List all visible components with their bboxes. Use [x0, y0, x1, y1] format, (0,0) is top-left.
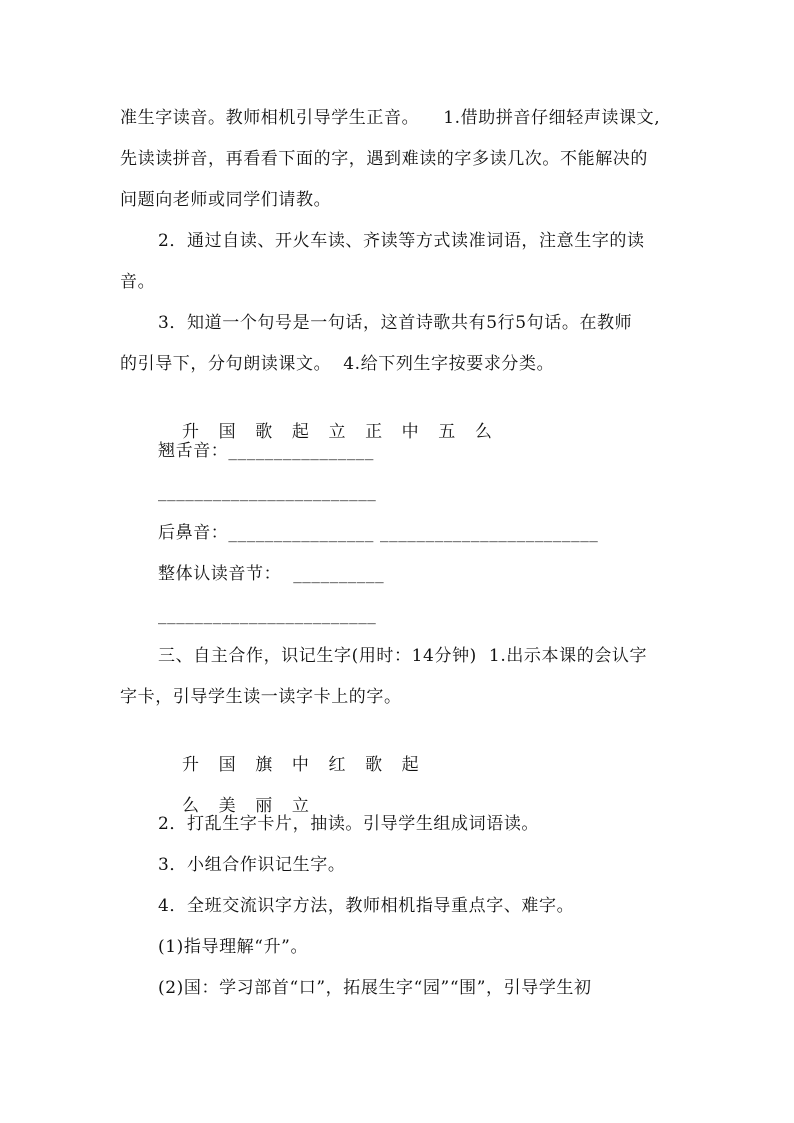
character: 起	[291, 422, 310, 442]
paragraph-line: (2)国：学习部首“口”，拓展生字“园”“围”，引导学生初	[158, 978, 592, 998]
character: 立	[328, 422, 347, 442]
character: 立	[291, 796, 310, 816]
character: 正	[365, 422, 383, 442]
paragraph-line: 3．小组合作识记生字。	[158, 855, 346, 875]
paragraph-line: 整体认读音节： __________	[158, 564, 385, 584]
character: 旗	[255, 755, 273, 775]
paragraph-line: 音。	[120, 272, 156, 292]
paragraph-line: 先读读拼音，再看看下面的字，遇到难读的字多读几次。不能解决的	[120, 149, 648, 169]
character: 中	[291, 755, 310, 775]
paragraph-line: 问题向老师或同学们请教。	[120, 190, 332, 210]
paragraph-line: 后鼻音：________________ ________________________	[158, 523, 599, 543]
paragraph-line: ________________________	[158, 482, 377, 502]
character: 中	[401, 422, 420, 442]
character: 国	[218, 422, 237, 442]
paragraph-line: (1)指导理解“升”。	[158, 937, 309, 957]
paragraph-line: 2．通过自读、开火车读、齐读等方式读准词语，注意生字的读	[158, 231, 645, 251]
character: 起	[401, 755, 420, 775]
character: 红	[328, 755, 347, 775]
paragraph-line: 3．知道一个句号是一句话，这首诗歌共有5行5句话。在教师	[158, 313, 633, 333]
character: 升	[182, 422, 200, 442]
paragraph-line: 的引导下，分句朗读课文。 4.给下列生字按要求分类。	[120, 354, 555, 374]
character: 五	[438, 422, 456, 442]
paragraph-line: 三、自主合作，识记生字(用时：14分钟) 1.出示本课的会认字	[158, 646, 648, 666]
paragraph-line: 4．全班交流识字方法，教师相机指导重点字、难字。	[158, 896, 575, 916]
paragraph-line: 字卡，引导学生读一读字卡上的字。	[120, 687, 402, 707]
paragraph-line: ________________________	[158, 605, 377, 625]
paragraph-line: 翘舌音：________________	[158, 441, 374, 461]
character: 美	[218, 796, 237, 816]
character: 国	[218, 755, 237, 775]
character: 升	[182, 755, 200, 775]
paragraph-line: 2．打乱生字卡片，抽读。引导学生组成词语读。	[158, 814, 540, 834]
character: 丽	[255, 796, 273, 816]
character: 么	[474, 422, 493, 442]
paragraph-line: 准生字读音。教师相机引导学生正音。 1.借助拼音仔细轻声读课文,	[120, 108, 661, 128]
character: 歌	[365, 755, 383, 775]
character: 歌	[255, 422, 273, 442]
character: 么	[182, 796, 200, 816]
